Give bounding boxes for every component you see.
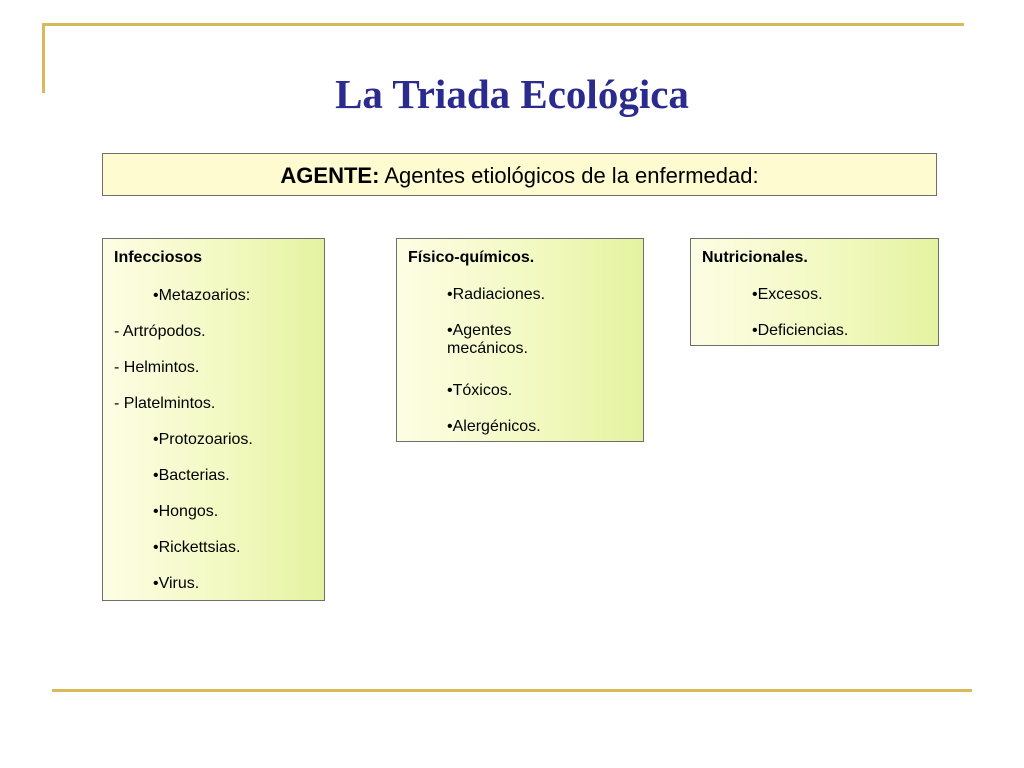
- list-item: •Protozoarios.: [153, 431, 253, 448]
- card-heading-infecciosos: Infecciosos: [114, 249, 203, 266]
- agent-banner: [102, 153, 937, 196]
- slide-title: La Triada Ecológica: [335, 71, 689, 117]
- card-heading-nutricionales: Nutricionales.: [702, 249, 808, 266]
- frame-bottom-line: [52, 689, 972, 692]
- list-item: •Rickettsias.: [153, 539, 241, 556]
- list-item: •Bacterias.: [153, 467, 230, 484]
- agent-label: AGENTE:: [280, 163, 380, 188]
- card-infecciosos: [102, 238, 325, 601]
- card-fisico-quimicos: [396, 238, 644, 442]
- list-item: •Agentes mecánicos.: [447, 322, 528, 357]
- agent-description: Agentes etiológicos de la enfermedad:: [379, 163, 759, 188]
- list-item: •Metazoarios:: [153, 287, 251, 304]
- list-item: - Artrópodos.: [114, 323, 206, 340]
- card-nutricionales: [690, 238, 939, 346]
- card-heading-fisico-quimicos: Físico-químicos.: [408, 249, 535, 266]
- frame-top-line: [42, 23, 964, 26]
- list-item: - Platelmintos.: [114, 395, 216, 412]
- list-item: •Radiaciones.: [447, 286, 546, 303]
- list-item: - Helmintos.: [114, 359, 200, 376]
- list-item: •Alergénicos.: [447, 418, 541, 435]
- list-item: •Hongos.: [153, 503, 219, 520]
- list-item: •Virus.: [153, 575, 200, 592]
- list-item: •Excesos.: [752, 286, 823, 303]
- list-item: •Tóxicos.: [447, 382, 513, 399]
- list-item: •Deficiencias.: [752, 322, 849, 339]
